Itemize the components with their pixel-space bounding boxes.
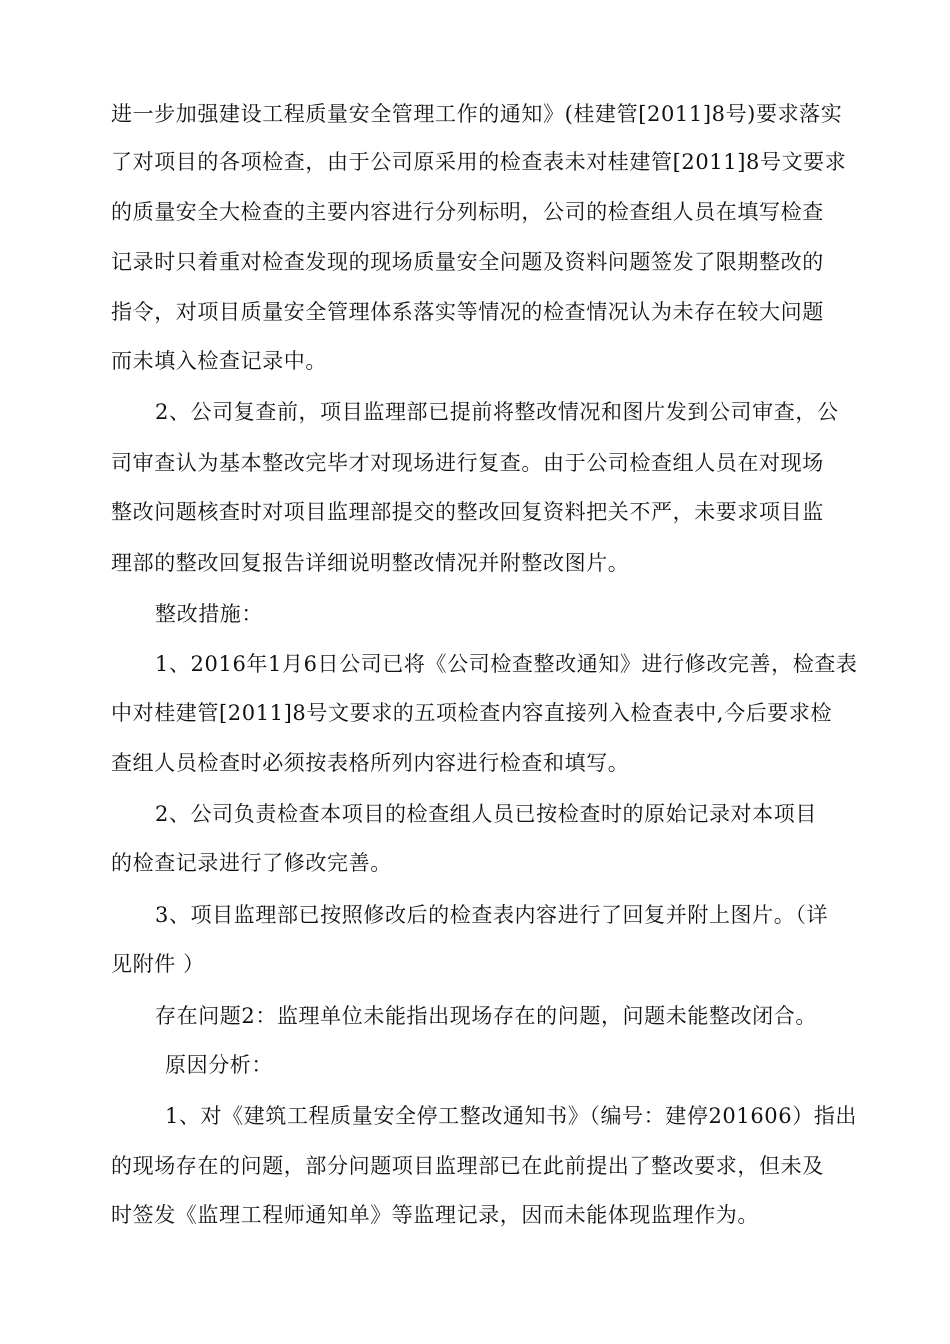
numbered-paragraph-start: 3、项目监理部已按照修改后的检查表内容进行了回复并附上图片。（详 xyxy=(155,903,829,927)
numbered-paragraph-start: 1、对《建筑工程质量安全停工整改通知书》（编号：建停201606）指出 xyxy=(165,1104,858,1128)
numbered-paragraph-start: 2、公司复查前，项目监理部已提前将整改情况和图片发到公司审查，公 xyxy=(155,400,839,424)
body-text-line: 见附件 ） xyxy=(111,952,205,976)
body-text-line: 进一步加强建设工程质量安全管理工作的通知》(桂建管[2011]8号)要求落实 xyxy=(111,102,843,126)
body-text-line: 记录时只着重对检查发现的现场质量安全问题及资料问题签发了限期整改的 xyxy=(111,250,824,274)
body-text-line: 中对桂建管[2011]8号文要求的五项检查内容直接列入检查表中,今后要求检 xyxy=(111,701,833,725)
body-text-line: 理部的整改回复报告详细说明整改情况并附整改图片。 xyxy=(111,551,630,575)
body-text-line: 司审查认为基本整改完毕才对现场进行复查。由于公司检查组人员在对现场 xyxy=(111,451,824,475)
body-text-line: 而未填入检查记录中。 xyxy=(111,349,327,373)
body-text-line: 了对项目的各项检查，由于公司原采用的检查表未对桂建管[2011]8号文要求 xyxy=(111,150,847,174)
body-text-line: 查组人员检查时必须按表格所列内容进行检查和填写。 xyxy=(111,751,630,775)
body-text-line: 时签发《监理工程师通知单》等监理记录，因而未能体现监理作为。 xyxy=(111,1203,759,1227)
body-text-line: 的检查记录进行了修改完善。 xyxy=(111,851,392,875)
body-text-line: 的质量安全大检查的主要内容进行分列标明，公司的检查组人员在填写检查 xyxy=(111,200,824,224)
section-heading: 原因分析： xyxy=(165,1053,273,1077)
body-text-line: 整改问题核查时对项目监理部提交的整改回复资料把关不严，未要求项目监 xyxy=(111,500,824,524)
numbered-paragraph-start: 2、公司负责检查本项目的检查组人员已按检查时的原始记录对本项目 xyxy=(155,802,817,826)
issue-heading: 存在问题2：监理单位未能指出现场存在的问题，问题未能整改闭合。 xyxy=(155,1004,817,1028)
body-text-line: 指令，对项目质量安全管理体系落实等情况的检查情况认为未存在较大问题 xyxy=(111,300,824,324)
numbered-paragraph-start: 1、2016年1月6日公司已将《公司检查整改通知》进行修改完善，检查表 xyxy=(155,652,858,676)
section-heading: 整改措施： xyxy=(155,602,263,626)
body-text-line: 的现场存在的问题，部分问题项目监理部已在此前提出了整改要求，但未及 xyxy=(111,1154,824,1178)
